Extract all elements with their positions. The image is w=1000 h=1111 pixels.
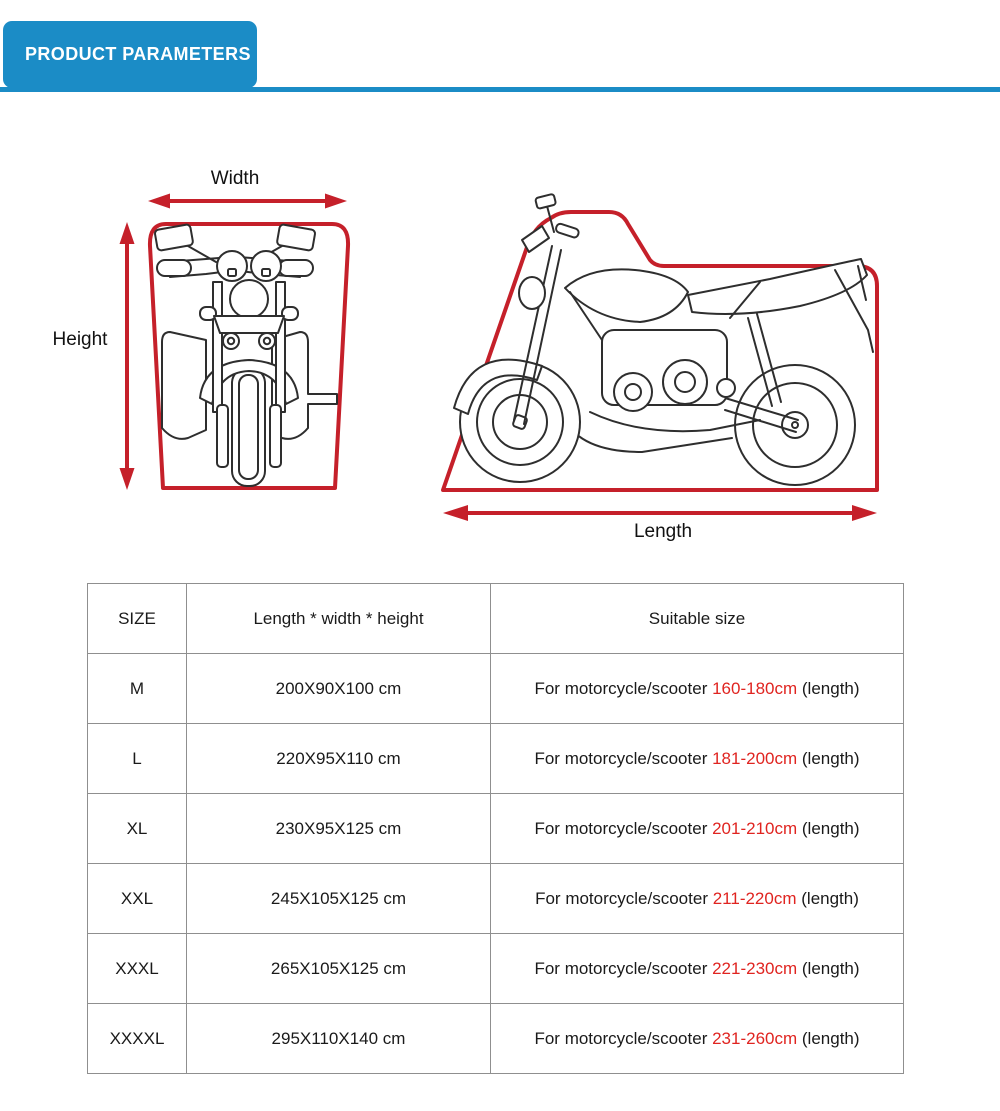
size-cell: XL [88, 794, 187, 864]
table-row [88, 724, 904, 794]
table-row [88, 1004, 904, 1074]
motorcycle-front-art [154, 224, 337, 486]
suitable-range: 160-180cm [712, 678, 798, 698]
suitable-prefix: For motorcycle/scooter [534, 958, 708, 978]
suitable-range: 201-210cm [712, 818, 798, 838]
motorcycle-side-view-diagram [430, 180, 900, 520]
suitable-suffix: (length) [801, 1028, 860, 1048]
length-label: Length [633, 521, 693, 542]
suitable-cell [491, 654, 904, 724]
table-row [88, 794, 904, 864]
size-cell: M [88, 654, 187, 724]
suitable-suffix: (length) [801, 958, 860, 978]
length-arrow-icon [443, 505, 877, 521]
suitable-cell [491, 934, 904, 1004]
suitable-range: 211-220cm [712, 888, 797, 908]
column-header-suitable: Suitable size [491, 584, 904, 654]
height-arrow-icon [120, 222, 135, 490]
suitable-suffix: (length) [801, 678, 860, 698]
column-header-dimensions: Length * width * height [187, 584, 491, 654]
suitable-prefix: For motorcycle/scooter [534, 748, 708, 768]
dimensions-cell: 265X105X125 cm [187, 934, 491, 1004]
height-label: Height [52, 329, 108, 350]
size-cell: XXL [88, 864, 187, 934]
dimensions-cell: 200X90X100 cm [187, 654, 491, 724]
suitable-prefix: For motorcycle/scooter [534, 678, 708, 698]
motorcycle-side-art [454, 194, 873, 485]
table-row [88, 934, 904, 1004]
dimensions-cell: 295X110X140 cm [187, 1004, 491, 1074]
suitable-prefix: For motorcycle/scooter [535, 888, 708, 908]
suitable-suffix: (length) [801, 818, 860, 838]
suitable-prefix: For motorcycle/scooter [534, 1028, 708, 1048]
size-table [87, 583, 904, 1074]
suitable-range: 181-200cm [712, 748, 798, 768]
dimensions-cell: 220X95X110 cm [187, 724, 491, 794]
suitable-prefix: For motorcycle/scooter [534, 818, 708, 838]
suitable-suffix: (length) [801, 888, 859, 908]
dimensions-cell: 230X95X125 cm [187, 794, 491, 864]
product-parameters-banner [3, 21, 257, 88]
motorcycle-front-view-diagram [110, 190, 360, 500]
width-arrow-icon [148, 194, 347, 209]
table-row [88, 654, 904, 724]
size-cell: L [88, 724, 187, 794]
suitable-cell [491, 1004, 904, 1074]
table-row [88, 864, 904, 934]
suitable-range: 221-230cm [712, 958, 798, 978]
table-header-row [88, 584, 904, 654]
size-cell: XXXXL [88, 1004, 187, 1074]
dimensions-cell: 245X105X125 cm [187, 864, 491, 934]
suitable-range: 231-260cm [712, 1028, 798, 1048]
size-cell: XXXL [88, 934, 187, 1004]
width-label: Width [210, 168, 260, 189]
suitable-cell [491, 794, 904, 864]
banner-underline [0, 87, 1000, 92]
suitable-cell [491, 724, 904, 794]
column-header-size: SIZE [88, 584, 187, 654]
suitable-suffix: (length) [801, 748, 860, 768]
banner-title: PRODUCT PARAMETERS [25, 44, 251, 64]
suitable-cell [491, 864, 904, 934]
